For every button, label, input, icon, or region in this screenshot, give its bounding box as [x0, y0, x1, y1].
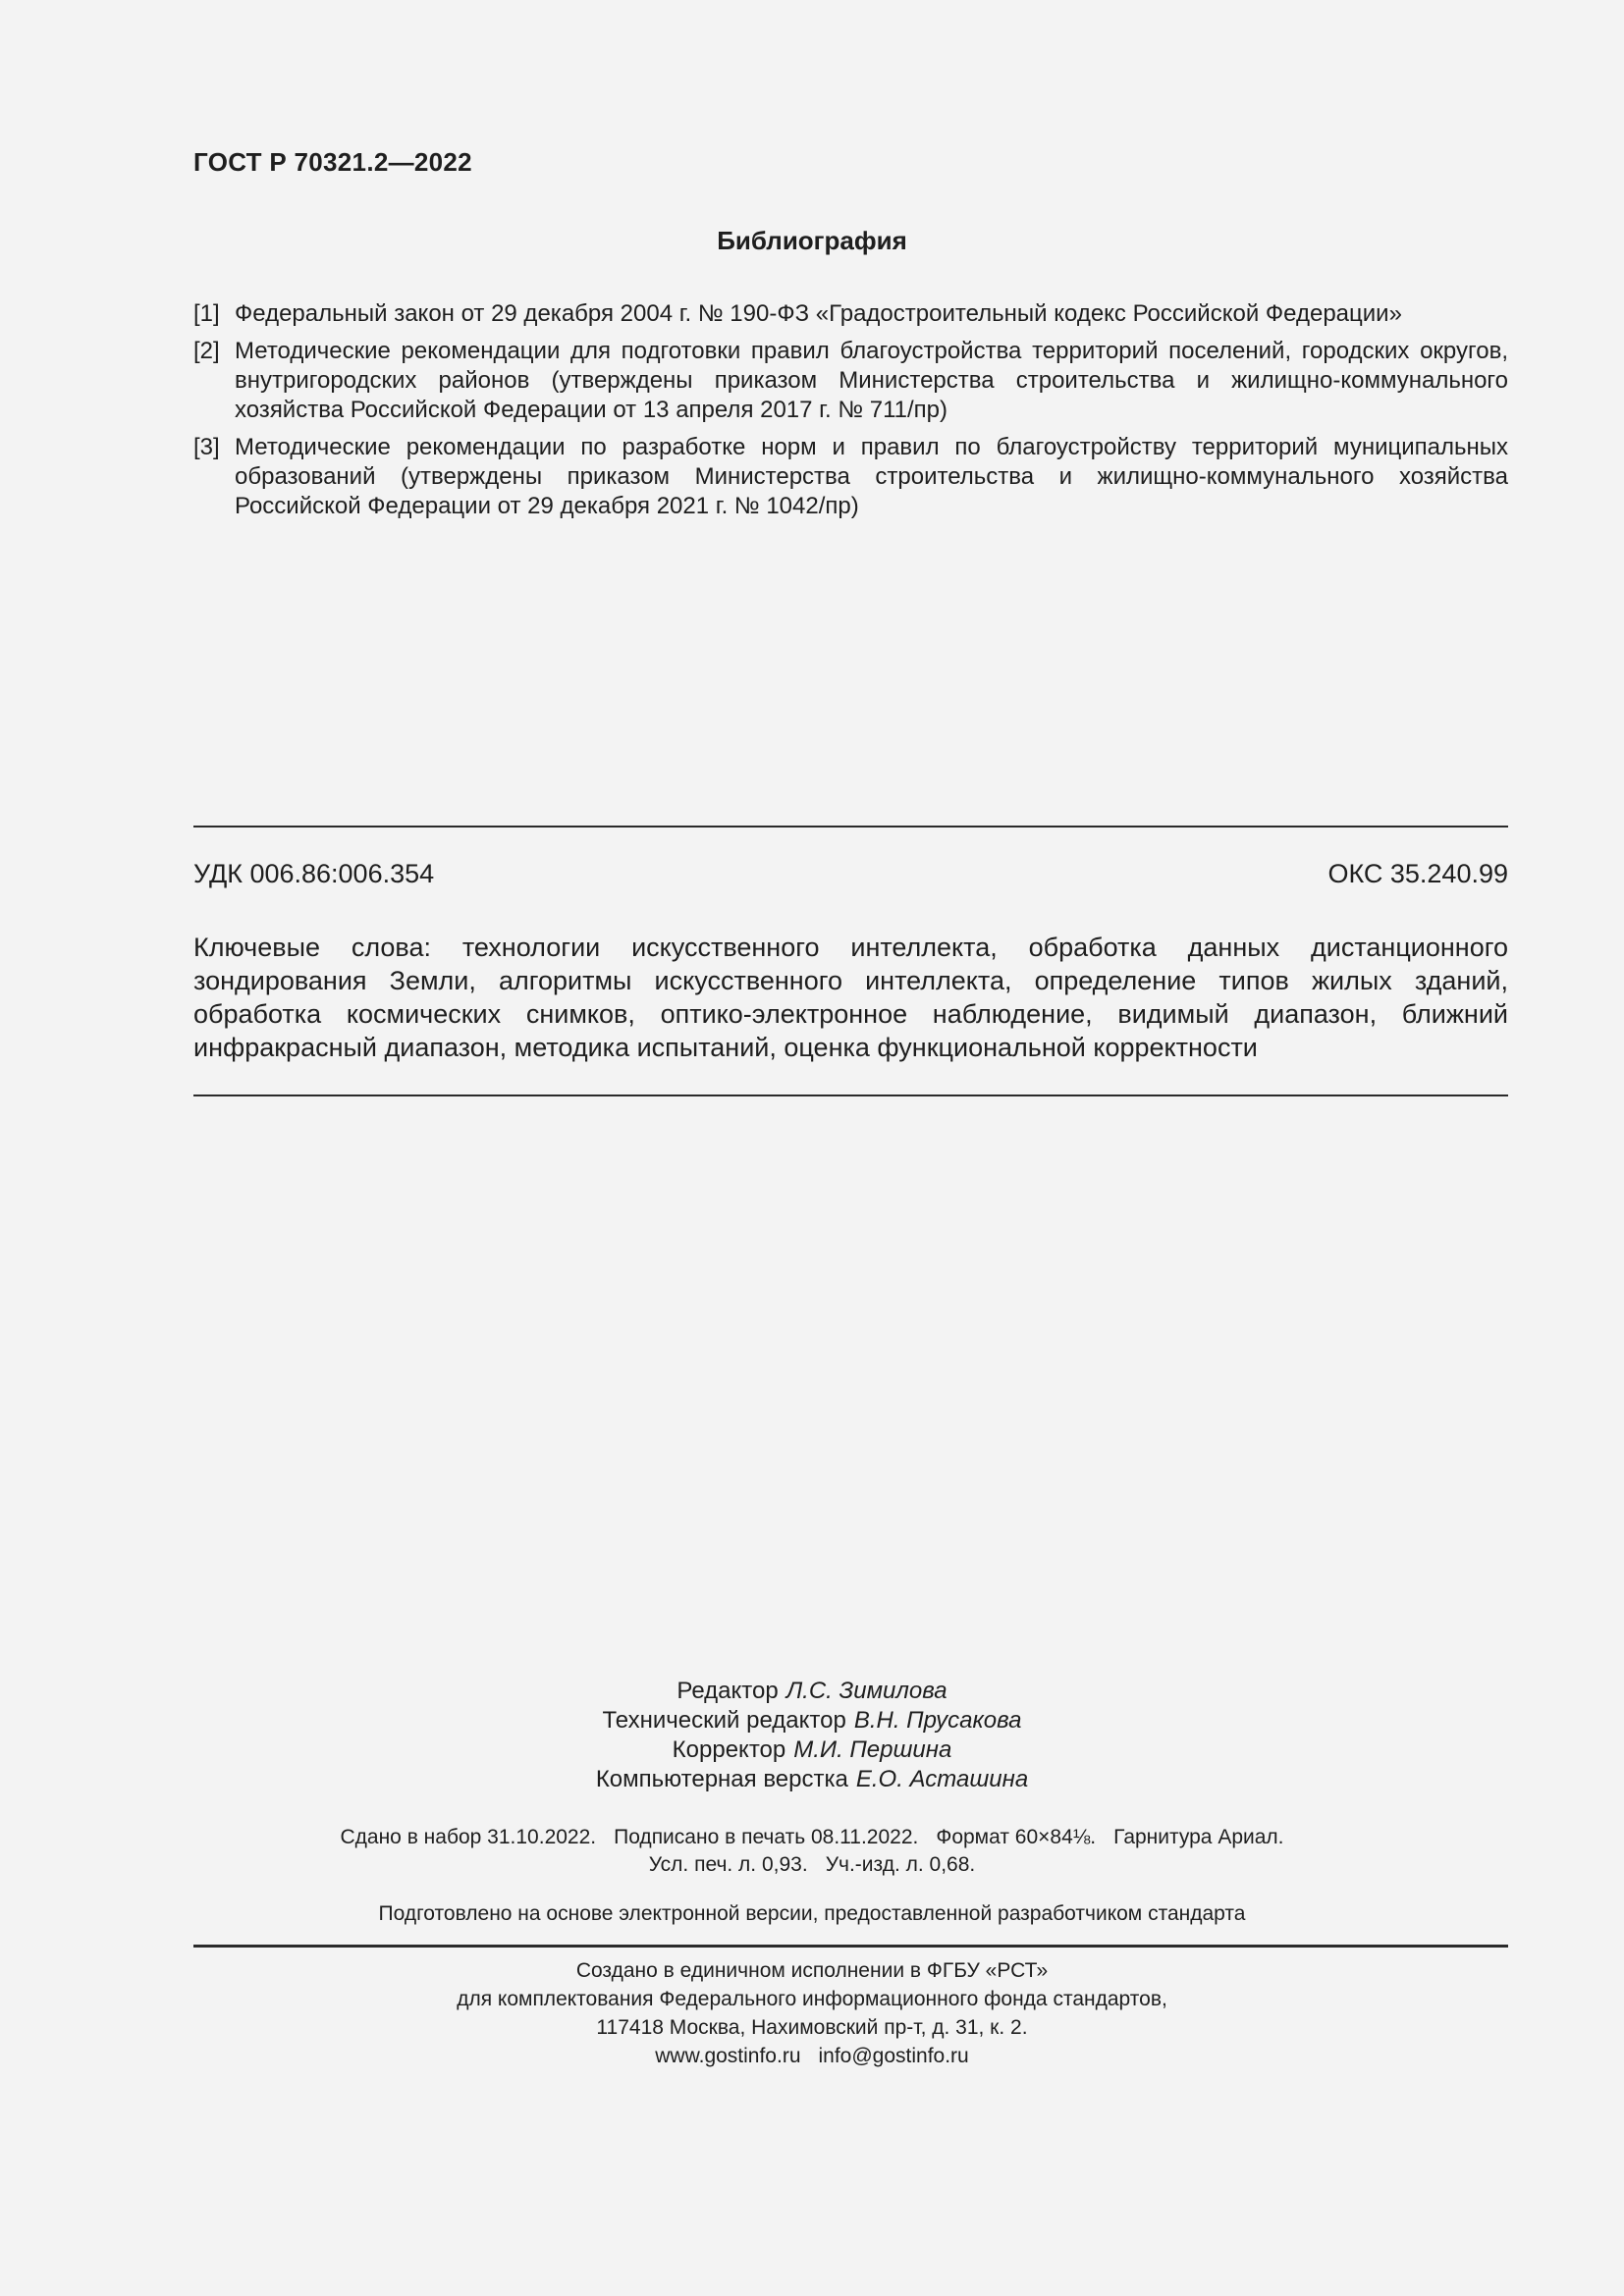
- footer-line: Создано в единичном исполнении в ФГБУ «РСТ»: [575, 1959, 1049, 1982]
- divider: [193, 1095, 1508, 1096]
- signed-date: Подписано в печать 08.11.2022.: [614, 1826, 919, 1848]
- paper-format: Формат 60×84⅛.: [936, 1826, 1097, 1848]
- website-link[interactable]: www.gostinfo.ru: [655, 2045, 801, 2067]
- publishing-sheets: Уч.-изд. л. 0,68.: [825, 1853, 976, 1876]
- bibliography-item: [193, 433, 1508, 521]
- credit-name: Л.С. Зимилова: [785, 1678, 947, 1704]
- bibliography-item-text: Методические рекомендации по разработке норм и правил по благоустройству территорий муниципальных образований (утверждены приказом Министерства строительства и жилищно-коммунального хозяйства Российской Федерации от 29 декабря 2021 г. № 1042/пр): [235, 434, 1508, 519]
- credit-line: [0, 1765, 1624, 1794]
- credit-role: Редактор: [677, 1678, 779, 1704]
- prepared-note: Подготовлено на основе электронной версии, предоставленной разработчиком стандарта: [378, 1902, 1246, 1925]
- bibliography-title: Библиография: [717, 226, 907, 255]
- imprint-line: [0, 1851, 1624, 1879]
- credit-line: [0, 1706, 1624, 1735]
- standard-code: ГОСТ Р 70321.2—2022: [193, 147, 472, 177]
- oks-code: ОКС 35.240.99: [1327, 859, 1508, 888]
- udk-code: УДК 006.86:006.354: [193, 859, 435, 888]
- bibliography-item-number: [1]: [193, 300, 220, 327]
- imprint-line: [0, 1824, 1624, 1851]
- bibliography-list: [193, 299, 1508, 529]
- footer-line: 117418 Москва, Нахимовский пр-т, д. 31, к. 2.: [596, 2016, 1028, 2039]
- credits-block: [0, 1677, 1624, 1794]
- typeface: Гарнитура Ариал.: [1113, 1826, 1284, 1848]
- footer-contacts: [0, 2042, 1624, 2070]
- bibliography-item: [193, 337, 1508, 425]
- divider: [193, 826, 1508, 828]
- imprint-block: [0, 1824, 1624, 1879]
- bibliography-item-number: [3]: [193, 434, 220, 460]
- publisher-footer: [0, 1956, 1624, 2070]
- submitted-date: Сдано в набор 31.10.2022.: [340, 1826, 597, 1848]
- keywords-paragraph: Ключевые слова: технологии искусственного интеллекта, обработка данных дистанционного зондирования Земли, алгоритмы искусственного интеллекта, определение типов жилых зданий, обработка космических снимков, оптико-электронное наблюдение, видимый диапазон, ближний инфракрасный диапазон, методика испытаний, оценка функциональной корректности: [193, 933, 1508, 1062]
- credit-line: [0, 1735, 1624, 1765]
- bibliography-item-text: Методические рекомендации для подготовки правил благоустройства территорий поселений, городских округов, внутригородских районов (утверждены приказом Министерства строительства и жилищно-коммунального хозяйства Российской Федерации от 13 апреля 2017 г. № 711/пр): [235, 338, 1508, 423]
- credit-role: Компьютерная верстка: [595, 1766, 848, 1792]
- divider: [193, 1945, 1508, 1948]
- bibliography-item: [193, 299, 1508, 329]
- print-sheets: Усл. печ. л. 0,93.: [648, 1853, 808, 1876]
- credit-name: М.И. Першина: [793, 1736, 952, 1763]
- classification-row: [193, 859, 1508, 889]
- credit-name: Е.О. Асташина: [855, 1766, 1029, 1792]
- footer-line: для комплектования Федерального информационного фонда стандартов,: [457, 1988, 1167, 2010]
- email-link[interactable]: info@gostinfo.ru: [818, 2045, 969, 2067]
- bibliography-item-text: Федеральный закон от 29 декабря 2004 г. № 190-ФЗ «Градостроительный кодекс Российской Федерации»: [235, 300, 1402, 327]
- bibliography-item-number: [2]: [193, 338, 220, 364]
- credit-line: [0, 1677, 1624, 1706]
- credit-role: Технический редактор: [602, 1707, 846, 1734]
- credit-name: В.Н. Прусакова: [853, 1707, 1022, 1734]
- credit-role: Корректор: [672, 1736, 786, 1763]
